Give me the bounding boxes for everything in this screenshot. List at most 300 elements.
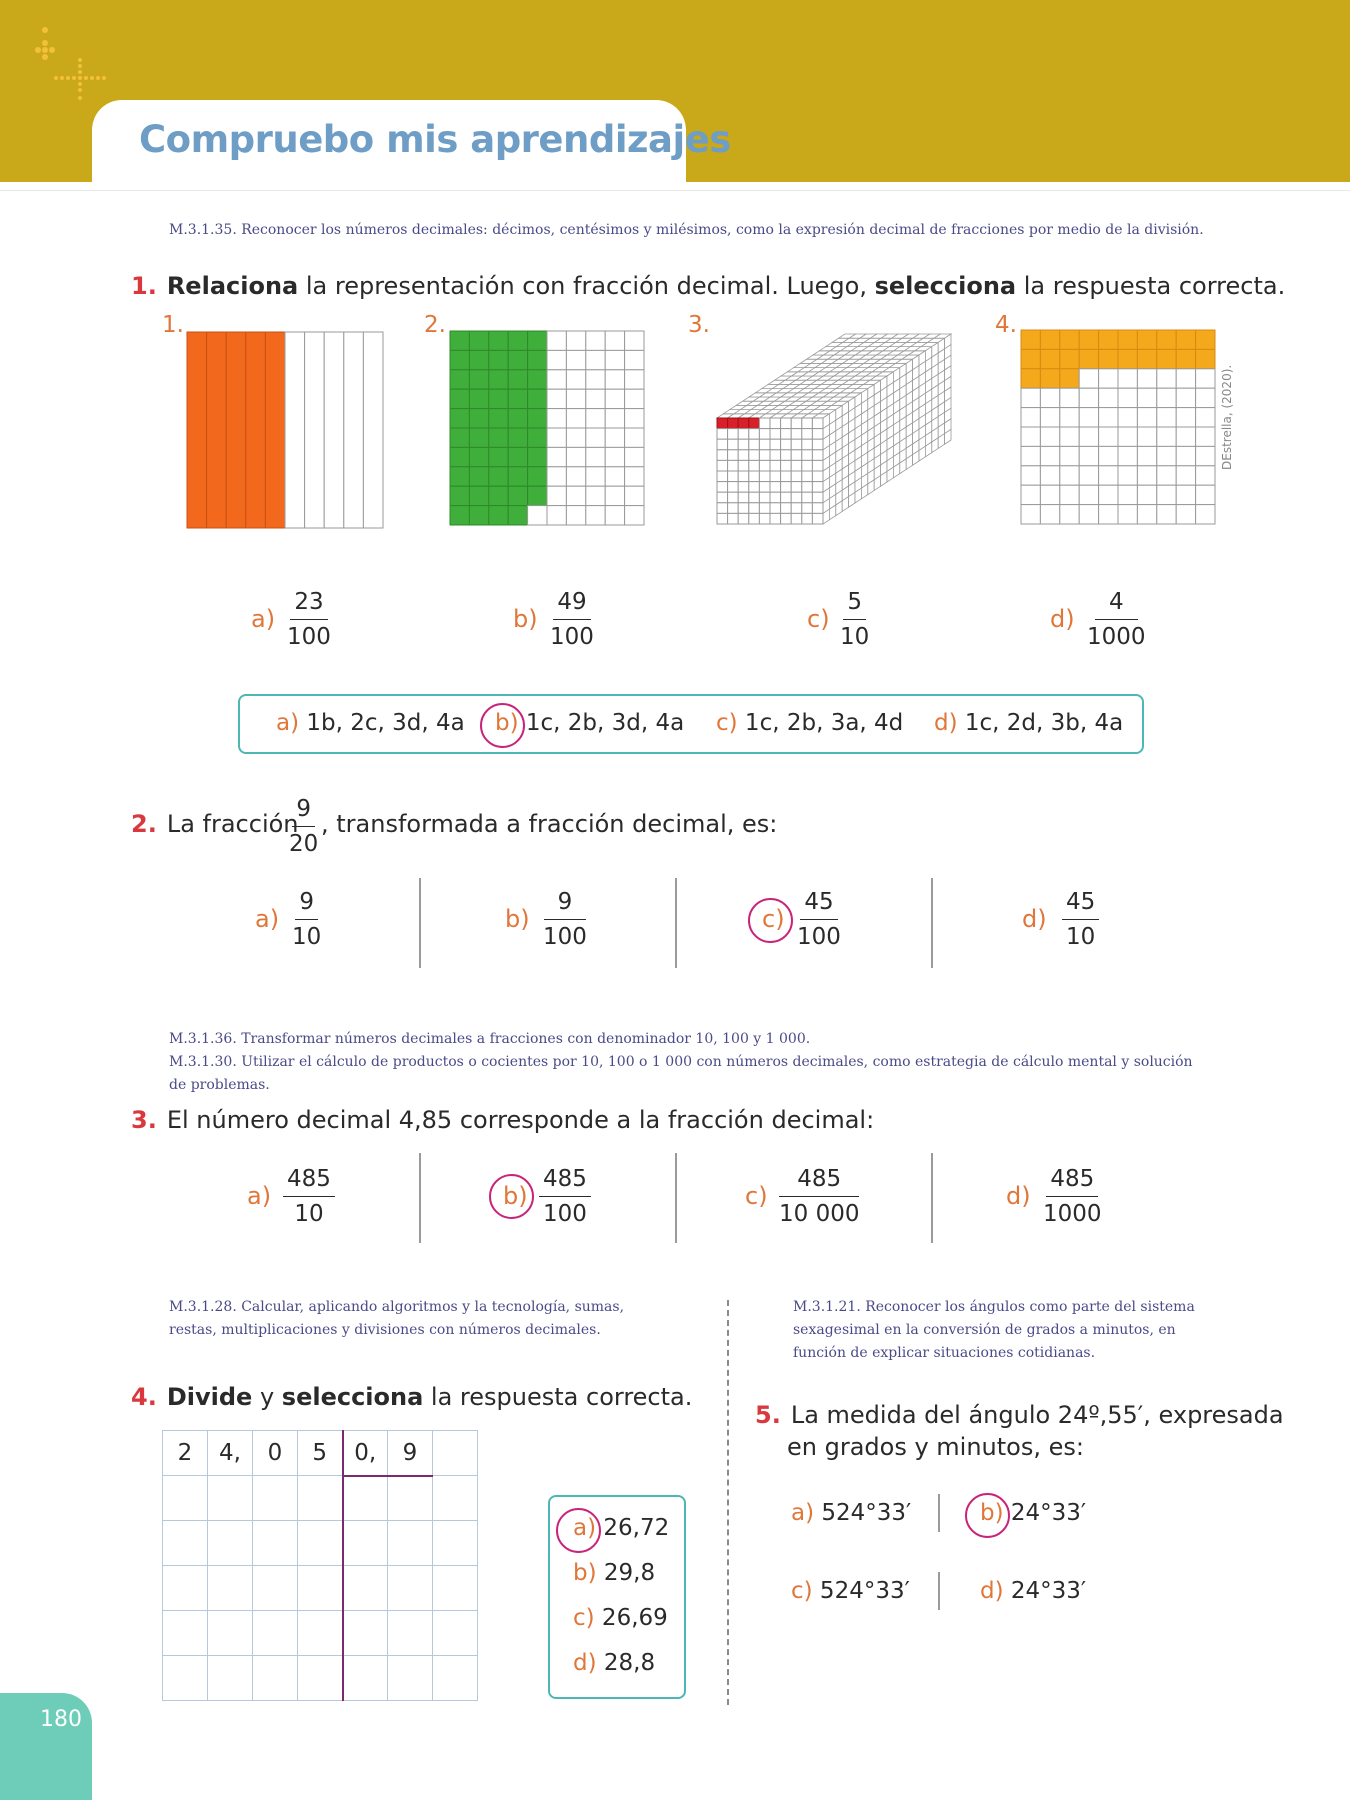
grid-square	[802, 471, 813, 482]
grid-square	[781, 492, 792, 503]
grid-square	[759, 482, 770, 493]
grid-square	[605, 447, 624, 466]
grid-square	[489, 350, 508, 369]
grid-square	[1118, 330, 1137, 349]
grid-square	[469, 486, 488, 505]
grid-square	[728, 418, 739, 429]
grid-square	[605, 389, 624, 408]
q1-fraction-c-letter: c)	[807, 605, 830, 633]
grid-square	[1079, 446, 1098, 465]
grid-square	[605, 331, 624, 350]
q1-option-a[interactable]: a) 1b, 2c, 3d, 4a	[276, 710, 465, 736]
grid-square	[728, 503, 739, 514]
grid-square	[1118, 446, 1137, 465]
grid-square	[1118, 427, 1137, 446]
grid-square	[738, 471, 749, 482]
grid-square	[812, 513, 823, 524]
grid-square	[770, 439, 781, 450]
grid-square	[1021, 427, 1040, 446]
grid-square	[791, 450, 802, 461]
grid-square	[1137, 485, 1156, 504]
grid-square	[812, 492, 823, 503]
q5-line-2: en grados y minutos, es:	[787, 1433, 1084, 1461]
grid-square	[226, 332, 246, 528]
grid-square	[791, 513, 802, 524]
grid-square	[1176, 349, 1195, 368]
grid-square	[1176, 369, 1195, 388]
q3-divider-2	[675, 1153, 677, 1243]
grid-square	[508, 331, 527, 350]
grid-square	[812, 460, 823, 471]
grid-square	[1137, 369, 1156, 388]
grid-square	[489, 467, 508, 486]
grid-cell: 0	[253, 1431, 298, 1476]
grid-square	[1060, 330, 1079, 349]
grid-square	[728, 513, 739, 524]
grid-square	[566, 506, 585, 525]
grid-square	[508, 428, 527, 447]
q5-selected-circle	[965, 1493, 1010, 1538]
q4-selected-circle	[556, 1508, 601, 1553]
grid-square	[1040, 427, 1059, 446]
grid-square	[1079, 408, 1098, 427]
decorative-dots-icon	[30, 20, 120, 110]
q2-option-a-letter[interactable]: a)	[255, 905, 280, 933]
q5-option-b[interactable]: b) 24°33′	[980, 1500, 1087, 1526]
grid-square	[738, 503, 749, 514]
grid-square	[802, 460, 813, 471]
grid-square	[770, 450, 781, 461]
grid-square	[1196, 485, 1215, 504]
q1-text-1: la representación con fracción decimal. Luego,	[298, 272, 875, 300]
grid-square	[728, 460, 739, 471]
grid-square	[1099, 427, 1118, 446]
q3-text: El número decimal 4,85 corresponde a la fracción decimal:	[166, 1106, 875, 1134]
grid-square	[717, 460, 728, 471]
page-number: 180	[40, 1707, 82, 1732]
grid-square	[528, 370, 547, 389]
q3-option-d-letter[interactable]: d)	[1006, 1182, 1031, 1210]
grid-square	[1118, 408, 1137, 427]
grid-square	[1021, 466, 1040, 485]
q3-option-c-letter[interactable]: c)	[745, 1182, 768, 1210]
grid-square	[749, 450, 760, 461]
grid-square	[1021, 388, 1040, 407]
grid-square	[1196, 466, 1215, 485]
grid-square	[717, 513, 728, 524]
q1-option-c[interactable]: c) 1c, 2b, 3a, 4d	[716, 710, 904, 736]
skill-text-2a: M.3.1.36. Transformar números decimales a fracciones con denominador 10, 100 y 1 000.	[169, 1031, 811, 1047]
grid-square	[528, 389, 547, 408]
q3-option-c[interactable]: $\frac{485}{10 000}$	[779, 1166, 860, 1227]
q4-option-c[interactable]: c) 26,69	[573, 1605, 668, 1631]
grid-square	[781, 513, 792, 524]
grid-square	[1176, 446, 1195, 465]
grid-square	[625, 350, 644, 369]
grid-square	[791, 492, 802, 503]
grid-square	[1079, 388, 1098, 407]
page-title: Compruebo mis aprendizajes	[139, 118, 731, 161]
q3-option-b-letter[interactable]: b)	[503, 1182, 528, 1210]
grid-square	[1099, 349, 1118, 368]
grid-square	[1196, 446, 1215, 465]
grid-square	[547, 389, 566, 408]
grid-square	[759, 450, 770, 461]
grid-cell: 5	[298, 1431, 343, 1476]
grid-cell: 0,	[343, 1431, 388, 1476]
grid-square	[770, 513, 781, 524]
figure-label-4: 4.	[995, 312, 1017, 338]
grid-square	[1157, 427, 1176, 446]
grid-square	[1079, 485, 1098, 504]
grid-square	[450, 428, 469, 447]
grid-square	[738, 439, 749, 450]
question-5	[755, 1399, 1284, 1431]
grid-square	[450, 370, 469, 389]
q4-verb-1: Divide	[166, 1383, 253, 1411]
grid-square	[802, 513, 813, 524]
grid-square	[305, 332, 325, 528]
grid-square	[489, 409, 508, 428]
grid-square	[717, 418, 728, 429]
q4-option-a[interactable]: a) 26,72	[573, 1515, 670, 1541]
grid-square	[1157, 369, 1176, 388]
grid-square	[802, 482, 813, 493]
grid-square	[586, 467, 605, 486]
grid-square	[1060, 446, 1079, 465]
grid-square	[566, 428, 585, 447]
grid-square	[508, 486, 527, 505]
grid-square	[738, 482, 749, 493]
grid-square	[1118, 349, 1137, 368]
grid-square	[717, 503, 728, 514]
grid-square	[1176, 505, 1195, 524]
grid-square	[450, 331, 469, 350]
figure-label-1: 1.	[162, 312, 184, 338]
grid-square	[547, 428, 566, 447]
grid-square	[1137, 388, 1156, 407]
grid-square	[781, 503, 792, 514]
question-2-number: 2.	[131, 810, 157, 838]
grid-square	[781, 429, 792, 440]
grid-square	[759, 503, 770, 514]
grid-square	[605, 506, 624, 525]
q2-given-fraction: $\frac{9}{20}$	[289, 796, 319, 857]
grid-square	[1157, 446, 1176, 465]
q2-text-1: La fracción	[166, 810, 299, 838]
grid-square	[1040, 369, 1059, 388]
grid-square	[812, 418, 823, 429]
figure-2-hundredths	[449, 330, 647, 528]
q4-text-2: la respuesta correcta.	[423, 1383, 693, 1411]
grid-square	[1118, 485, 1137, 504]
q3-option-b[interactable]: $\frac{485}{100}$	[539, 1165, 591, 1228]
q2-divider-3	[931, 878, 933, 968]
q2-text-2: , transformada a fracción decimal, es:	[321, 810, 778, 838]
grid-square	[1118, 388, 1137, 407]
division-grid	[162, 1430, 478, 1701]
grid-square	[450, 389, 469, 408]
grid-square	[566, 409, 585, 428]
grid-square	[586, 409, 605, 428]
grid-square	[1176, 485, 1195, 504]
grid-square	[1079, 330, 1098, 349]
grid-square	[528, 467, 547, 486]
grid-square	[812, 503, 823, 514]
grid-square	[469, 506, 488, 525]
grid-square	[728, 482, 739, 493]
grid-square	[1157, 505, 1176, 524]
grid-square	[791, 503, 802, 514]
grid-square	[625, 486, 644, 505]
grid-square	[717, 492, 728, 503]
grid-square	[1118, 505, 1137, 524]
q2-option-c-letter[interactable]: c)	[762, 905, 785, 933]
grid-square	[586, 428, 605, 447]
grid-square	[770, 492, 781, 503]
grid-square	[770, 429, 781, 440]
grid-square	[1060, 485, 1079, 504]
grid-square	[1021, 330, 1040, 349]
grid-square	[749, 418, 760, 429]
grid-square	[508, 506, 527, 525]
grid-square	[605, 467, 624, 486]
grid-square	[1137, 427, 1156, 446]
grid-square	[547, 370, 566, 389]
grid-square	[1040, 349, 1059, 368]
grid-square	[625, 389, 644, 408]
q1-fraction-d: $\frac{4}{1000}$	[1087, 589, 1146, 650]
grid-square	[566, 486, 585, 505]
q1-fraction-d-letter: d)	[1050, 605, 1075, 633]
grid-square	[450, 447, 469, 466]
q4-option-d[interactable]: d) 28,8	[573, 1650, 656, 1676]
grid-square	[749, 471, 760, 482]
grid-square	[759, 429, 770, 440]
grid-square	[802, 418, 813, 429]
grid-square	[1040, 485, 1059, 504]
grid-square	[1099, 330, 1118, 349]
q2-option-d[interactable]: $\frac{45}{10}$	[1062, 888, 1099, 951]
grid-square	[605, 486, 624, 505]
q3-option-d[interactable]: $\frac{485}{1000}$	[1043, 1166, 1102, 1227]
grid-square	[770, 471, 781, 482]
grid-square	[450, 350, 469, 369]
q4-text-1: y	[252, 1383, 282, 1411]
grid-square	[802, 492, 813, 503]
q2-divider-2	[675, 878, 677, 968]
grid-square	[1118, 466, 1137, 485]
grid-square	[1060, 388, 1079, 407]
grid-square	[1099, 388, 1118, 407]
grid-square	[738, 429, 749, 440]
grid-square	[324, 332, 344, 528]
grid-square	[781, 460, 792, 471]
grid-square	[450, 467, 469, 486]
grid-square	[749, 482, 760, 493]
q5-option-c[interactable]: c) 524°33′	[791, 1578, 910, 1604]
grid-square	[1137, 408, 1156, 427]
q3-option-a[interactable]: $\frac{485}{10}$	[283, 1165, 335, 1228]
grid-square	[728, 450, 739, 461]
grid-square	[1040, 466, 1059, 485]
q2-option-a[interactable]: $\frac{9}{10}$	[292, 889, 322, 950]
grid-square	[508, 409, 527, 428]
question-3	[131, 1104, 874, 1136]
grid-square	[1079, 349, 1098, 368]
grid-square	[1040, 408, 1059, 427]
grid-square	[1176, 427, 1195, 446]
header-divider	[0, 190, 1350, 191]
question-4-number: 4.	[131, 1383, 157, 1411]
grid-square	[586, 506, 605, 525]
grid-square	[363, 332, 383, 528]
grid-square	[469, 389, 488, 408]
grid-square	[1157, 485, 1176, 504]
grid-square	[1137, 446, 1156, 465]
q5-line-1: La medida del ángulo 24º,55′, expresada	[790, 1401, 1284, 1429]
grid-square	[528, 506, 547, 525]
grid-square	[586, 486, 605, 505]
grid-square	[802, 503, 813, 514]
skill-text-2b: M.3.1.30. Utilizar el cálculo de productos o cocientes por 10, 100 o 1 000 con números decimales, como estrategia de cálculo mental y solución de problemas.	[169, 1054, 1193, 1093]
question-1-number: 1.	[131, 272, 157, 300]
q1-verb-2: selecciona	[874, 272, 1017, 300]
grid-square	[791, 460, 802, 471]
grid-square	[759, 492, 770, 503]
grid-square	[802, 439, 813, 450]
grid-square	[450, 486, 469, 505]
grid-cell: 2	[163, 1431, 208, 1476]
grid-square	[1099, 446, 1118, 465]
q3-option-a-letter[interactable]: a)	[247, 1182, 272, 1210]
grid-square	[566, 350, 585, 369]
q5-divider-2	[938, 1572, 940, 1610]
grid-square	[1196, 505, 1215, 524]
grid-cell	[433, 1431, 478, 1476]
grid-square	[1021, 485, 1040, 504]
q4-option-b[interactable]: b) 29,8	[573, 1560, 656, 1586]
grid-square	[469, 370, 488, 389]
grid-square	[547, 506, 566, 525]
grid-square	[547, 447, 566, 466]
grid-square	[605, 428, 624, 447]
figure-label-2: 2.	[424, 312, 446, 338]
grid-square	[586, 350, 605, 369]
grid-square	[738, 418, 749, 429]
grid-square	[586, 370, 605, 389]
grid-square	[1079, 427, 1098, 446]
grid-square	[1021, 446, 1040, 465]
grid-square	[586, 447, 605, 466]
grid-square	[1079, 369, 1098, 388]
grid-square	[1060, 349, 1079, 368]
grid-square	[1196, 330, 1215, 349]
grid-square	[781, 450, 792, 461]
figure-1-tenths	[186, 331, 386, 529]
grid-square	[1157, 388, 1176, 407]
grid-square	[812, 439, 823, 450]
grid-square	[1137, 505, 1156, 524]
grid-square	[1099, 466, 1118, 485]
q5-option-a[interactable]: a) 524°33′	[791, 1500, 912, 1526]
q2-option-b-letter[interactable]: b)	[505, 905, 530, 933]
q2-option-b[interactable]: $\frac{9}{100}$	[543, 889, 587, 950]
grid-square	[469, 447, 488, 466]
grid-square	[285, 332, 305, 528]
grid-square	[586, 331, 605, 350]
q1-fraction-b: $\frac{49}{100}$	[550, 589, 594, 650]
grid-square	[770, 482, 781, 493]
q1-fraction-a-letter: a)	[251, 605, 276, 633]
grid-square	[508, 350, 527, 369]
grid-square	[586, 389, 605, 408]
grid-square	[1137, 466, 1156, 485]
question-3-number: 3.	[131, 1106, 157, 1134]
grid-square	[489, 389, 508, 408]
skill-text-4: M.3.1.21. Reconocer los ángulos como parte del sistema sexagesimal en la conversión de grados a minutos, en función de explicar situaciones cotidianas.	[793, 1299, 1195, 1361]
grid-square	[469, 428, 488, 447]
q1-selected-circle	[480, 703, 525, 748]
grid-square	[1196, 427, 1215, 446]
q5-option-d[interactable]: d) 24°33′	[980, 1578, 1087, 1604]
grid-square	[1060, 466, 1079, 485]
column-divider	[727, 1300, 729, 1705]
grid-square	[812, 471, 823, 482]
grid-square	[566, 389, 585, 408]
grid-square	[749, 503, 760, 514]
grid-square	[749, 439, 760, 450]
grid-square	[547, 331, 566, 350]
q5-divider-1	[938, 1494, 940, 1532]
q3-divider-1	[419, 1153, 421, 1243]
grid-square	[1040, 446, 1059, 465]
grid-square	[187, 332, 207, 528]
grid-square	[489, 370, 508, 389]
grid-square	[812, 482, 823, 493]
grid-square	[528, 409, 547, 428]
grid-square	[547, 486, 566, 505]
grid-square	[469, 331, 488, 350]
q1-option-b[interactable]: b) 1c, 2b, 3d, 4a	[495, 710, 685, 736]
grid-square	[1060, 369, 1079, 388]
grid-square	[728, 429, 739, 440]
grid-square	[759, 418, 770, 429]
grid-square	[528, 350, 547, 369]
grid-square	[749, 492, 760, 503]
q1-option-d[interactable]: d) 1c, 2d, 3b, 4a	[934, 710, 1124, 736]
grid-square	[1157, 408, 1176, 427]
figure-label-3: 3.	[688, 312, 710, 338]
grid-square	[770, 418, 781, 429]
grid-square	[1060, 408, 1079, 427]
figure-3-thousandths-cube	[715, 323, 955, 543]
q3-selected-circle	[489, 1174, 534, 1219]
q2-option-c[interactable]: $\frac{45}{100}$	[797, 889, 841, 950]
grid-square	[1176, 388, 1195, 407]
grid-square	[489, 506, 508, 525]
grid-square	[547, 409, 566, 428]
grid-square	[1021, 369, 1040, 388]
grid-square	[566, 331, 585, 350]
grid-square	[625, 506, 644, 525]
grid-square	[1196, 369, 1215, 388]
q2-option-d-letter[interactable]: d)	[1022, 905, 1047, 933]
grid-square	[1099, 408, 1118, 427]
grid-square	[770, 460, 781, 471]
grid-square	[489, 447, 508, 466]
grid-square	[1060, 505, 1079, 524]
